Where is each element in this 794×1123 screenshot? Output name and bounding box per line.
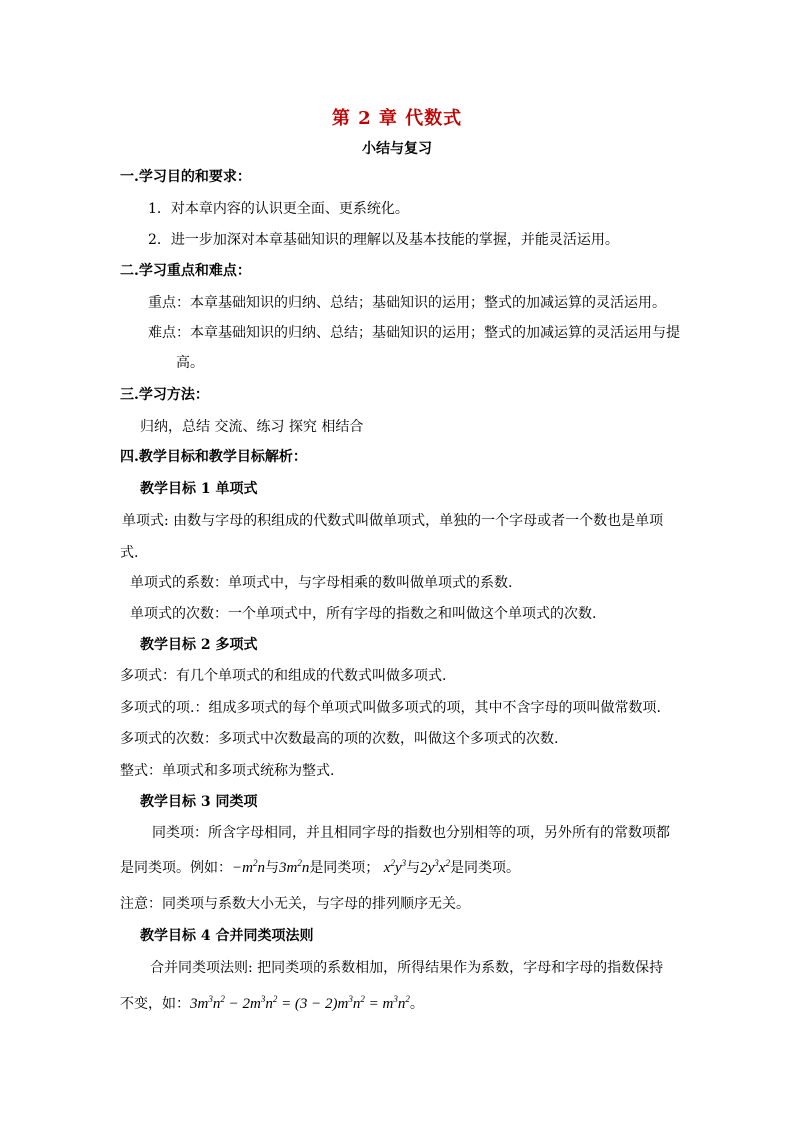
- chapter-subtitle: 小结与复习: [362, 141, 432, 157]
- combine-expression: $3m^3n^2 - 2m^3n^2 = (3 - 2)m^3n^2 = m^3n^2$: [190, 994, 410, 1012]
- section-1-heading: 一.学习目的和要求：: [120, 169, 251, 185]
- monomial-degree: 单项式的次数：一个单项式中，所有字母的指数之和叫做这个单项式的次数.: [130, 606, 597, 622]
- goal-1-title: 教学目标 1 单项式: [140, 481, 258, 497]
- goal-3-title: 教学目标 3 同类项: [140, 794, 258, 810]
- goal-4-title: 教学目标 4 合并同类项法则: [140, 928, 314, 944]
- section-1-item-2: 2．进一步加深对本章基础知识的理解以及基本技能的掌握，并能灵活运用。: [148, 232, 619, 248]
- like-terms-example: 是同类项。例如：$-m^2n$与$3m^2n$是同类项； $x^2y^3$与$2y^3x^2$是同类项。: [120, 858, 520, 876]
- like-terms-definition: 同类项：所含字母相同，并且相同字母的指数也分别相等的项，另外所有的常数项都: [152, 825, 670, 841]
- expr-2y3x2: $2y^3x^2$: [420, 858, 450, 876]
- monomial-definition: 单项式: 由数与字母的积组成的代数式叫做单项式，单独的一个字母或者一个数也是单项: [122, 513, 664, 529]
- combine-example: 不变，如：$3m^3n^2 - 2m^3n^2 = (3 - 2)m^3n^2 = m^3n^2$。: [120, 994, 424, 1012]
- combine-rule: 合并同类项法则: 把同类项的系数相加，所得结果作为系数，字母和字母的指数保持: [150, 960, 664, 976]
- difficult-points-cont: 高。: [176, 355, 204, 371]
- polynomial-degree: 多项式的次数：多项式中次数最高的项的次数，叫做这个多项式的次数.: [120, 731, 559, 747]
- goal-2-title: 教学目标 2 多项式: [140, 637, 258, 653]
- polynomial-term: 多项式的项.：组成多项式的每个单项式叫做多项式的项，其中不含字母的项叫做常数项.: [120, 700, 661, 716]
- monomial-definition-cont: 式.: [120, 545, 139, 561]
- key-points: 重点：本章基础知识的归纳、总结；基础知识的运用；整式的加减运算的灵活运用。: [148, 295, 666, 311]
- chapter-title: 第 2 章 代数式: [331, 108, 463, 129]
- expr-3m2n: $3m^2n$: [278, 858, 310, 876]
- monomial-coefficient: 单项式的系数：单项式中，与字母相乘的数叫做单项式的系数.: [130, 575, 513, 591]
- section-4-heading: 四.教学目标和教学目标解析：: [120, 449, 307, 465]
- expr-neg-m2n: $-m^2n$: [232, 858, 265, 876]
- section-3-text: 归纳，总结 交流、练习 探究 相结合: [140, 419, 364, 435]
- expr-x2y3: $x^2y^3$: [383, 858, 407, 876]
- like-terms-note: 注意：同类项与系数大小无关，与字母的排列顺序无关。: [120, 896, 470, 912]
- section-2-heading: 二.学习重点和难点：: [120, 263, 251, 279]
- difficult-points: 难点：本章基础知识的归纳、总结；基础知识的运用；整式的加减运算的灵活运用与提: [148, 325, 680, 341]
- polynomial-definition: 多项式：有几个单项式的和组成的代数式叫做多项式.: [120, 668, 447, 684]
- integral-expression: 整式：单项式和多项式统称为整式.: [120, 763, 335, 779]
- section-3-heading: 三.学习方法：: [120, 387, 209, 403]
- section-1-item-1: 1．对本章内容的认识更全面、更系统化。: [148, 201, 409, 217]
